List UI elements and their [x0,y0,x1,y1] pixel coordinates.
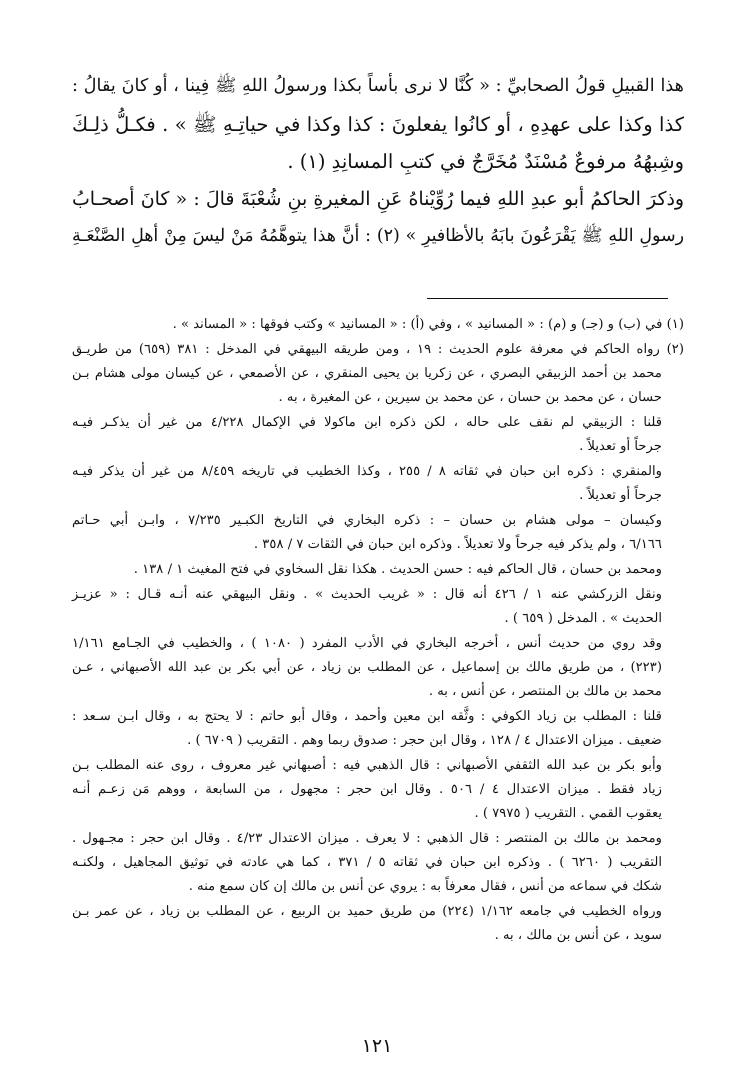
footnote-paragraph [72,754,684,826]
footnote-line: يعقوب القمي . التقريب ( ٧٩٧٥ ) . [474,806,662,821]
footnote-line: التقريب ( ٦٢٦٠ ) . وذكره ابن حبان في ثقاته ٥ / ٣٧١ ، كما هي عادته في توثيق المجاهيل ، ولكنـه [72,855,663,870]
footnote-line: ونقل الزركشي عنه ١ / ٤٢٦ أنه قال : « غريب الحديث » . ونقل البيهقي عنه أنـه قـال : « عزيـز [72,587,662,602]
footnote-line: (٢) رواه الحاكم في معرفة علوم الحديث : ١٩ ، ومن طريقه البيهقي في المدخل : ٣٨١ (٦٥٩) من طريـق [72,342,685,357]
footnote-line: شكك في سماعه من أنس ، فقال معرفاً به : يروي عن أنس بن مالك إن كان سمع منه . [188,879,662,894]
footnote-separator [427,298,668,299]
footnote-line: سويد ، عن أنس بن مالك ، به . [494,928,662,943]
footnotes [72,313,684,948]
footnote-paragraph [72,705,684,753]
footnote-line: قلنا : الزبيقي لم نقف على حاله ، لكن ذكره ابن ماكولا في الإكمال ٤/٢٢٨ من غير أن يذكـر فيـه [72,415,662,430]
footnote-line: وقد روي من حديث أنس ، أخرجه البخاري في الأدب المفرد ( ١٠٨٠ ) ، والخطيب في الجـامع ١/١٦١ [72,636,662,651]
footnote-1 [72,313,684,337]
footnote-line: ضعيف . ميزان الاعتدال ٤ / ١٢٨ ، وقال ابن حجر : صدوق ربما وهم . التقريب ( ٦٧٠٩ ) . [187,733,662,748]
footnote-line: قلنا : المطلب بن زياد الكوفي : وثَّقه ابن معين وأحمد ، وقال أبو حاتم : لا يحتج به ، وقال ابـن سـعد : [72,709,662,724]
footnote-paragraph [72,632,684,704]
footnote-2 [72,338,684,410]
footnote-paragraph [72,411,684,459]
main-text-line: كذا وكذا على عهدِهِ ، أو كانُوا يفعلونَ : كذا وكذا في حياتِـهِ ﷺ » . فكـلُّ ذلِـكَ [72,112,684,136]
footnote-line: والمنقري : ذكره ابن حبان في ثقاته ٨ / ٢٥٥ ، وكذا الخطيب في تاريخه ٨/٤٥٩ من غير أن يذكر فيـه [72,464,662,479]
footnote-line: وكيسان – مولى هشام بن حسان – : ذكره البخاري في التاريخ الكبـير ٧/٢٣٥ ، وابـن أبي حـاتم [72,513,662,528]
main-text-line: رسولِ اللهِ ﷺ يَقْرَعُونَ بابَهُ بالأظافيرِ » (٢) : أنَّ هذا يتوهَّمُهُ مَنْ ليسَ مِنْ أهلِ الصَّنْعَـةِ [72,226,685,247]
footnote-line: (٢٢٣) ، من طريق مالك بن إسماعيل ، عن المطلب بن زياد ، عن أبي بكر بن عبد الله الأصبهاني ، عـن [72,660,662,675]
footnote-line: ومحمد بن حسان ، قال الحاكم فيه : حسن الحديث . هكذا نقل السخاوي في فتح المغيث ١ / ١٣٨ . [133,562,662,577]
footnote-line: محمد بن مالك بن المنتصر ، عن أنس ، به . [428,684,662,699]
footnote-paragraph [72,558,684,582]
footnote-line: حسان ، عن محمد بن حسان ، عن محمد بن سيرين ، عن المغيرة ، به . [278,390,662,405]
main-text-line: هذا القبيلِ قولُ الصحابيِّ : « كُنَّا لا نرى بأساً بكذا ورسولُ اللهِ ﷺ فِينا ، أو كانَ يقالُ : [72,76,684,96]
footnote-line: ٦/١٦٦ ، ولم يذكر فيه جرحاً ولا تعديلاً . وذكره ابن حبان في الثقات ٧ / ٣٥٨ . [253,537,662,552]
footnote-line: محمد بن أحمد الزبيقي البصري ، عن زكريا بن يحيى المنقري ، عن الأصمعي ، عن كيسان مولى هشام بـن [72,366,662,381]
footnote-line: ورواه الخطيب في جامعه ١/١٦٢ (٢٢٤) من طريق حميد بن الربيع ، عن المطلب بن زياد ، عن عمر بـن [72,904,663,919]
main-text-line: وذكرَ الحاكمُ أبو عبدِ اللهِ فيما رُوِّيْناهُ عَنِ المغيرةِ بنِ شُعْبَةَ قالَ : « كانَ أصحـابُ [72,187,684,210]
footnote-line: وأبو بكر بن عبد الله الثقفي الأصبهاني : قال الذهبي فيه : أصبهاني غير معروف ، روى عنه المطلب بـن [72,758,662,773]
footnote-line: الحديث » . المدخل ( ٦٥٩ ) . [504,611,662,626]
footnote-line: زياد فقط . ميزان الاعتدال ٤ / ٥٠٦ . وقال ابن حجر : مجهول ، من السابعة ، ووهم مَن زعـم أنـه [72,782,663,797]
footnote-paragraph [72,460,684,508]
footnote-line: ومحمد بن مالك بن المنتصر : قال الذهبي : لا يعرف . ميزان الاعتدال ٤/٢٣ . وقال ابن حجر : مجـهول . [72,831,662,846]
main-text-line: وشِبهُهُ مرفوعٌ مُسْنَدٌ مُخَرَّجٌ في كتبِ المسانِدِ (١) . [287,150,684,174]
footnote-paragraph [72,827,684,899]
page-number: ١٢١ [361,1035,393,1057]
footnote-line: جرحاً أو تعديلاً . [579,439,662,454]
footnote-paragraph [72,900,684,948]
footnote-paragraph [72,583,684,631]
footnote-line: (١) في (ب) و (جـ) و (م) : « المسانيد » ، وفي (أ) : « المسانيد » وكتب فوقها : « المساند » . [172,317,684,332]
main-text [72,68,684,256]
footnote-paragraph [72,509,684,557]
footnote-line: جرحاً أو تعديلاً . [579,488,662,503]
